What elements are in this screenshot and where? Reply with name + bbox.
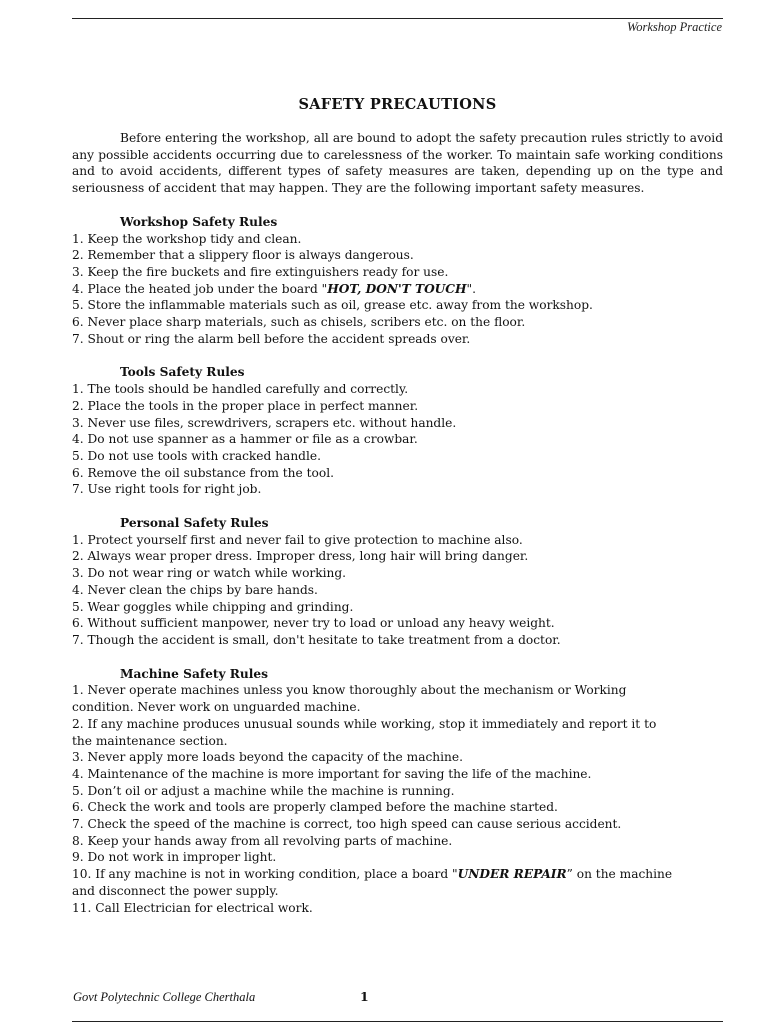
list-item: 6. Remove the oil substance from the tool. — [72, 465, 334, 480]
list-item: 4. Never clean the chips by bare hands. — [72, 582, 318, 597]
item-line — [72, 866, 723, 883]
tools-rules-list — [72, 381, 723, 498]
page-title: SAFETY PRECAUTIONS — [298, 96, 497, 113]
list-item: 6. Without sufficient manpower, never try to load or unload any heavy weight. — [72, 616, 555, 631]
list-item: 2. Remember that a slippery floor is always dangerous. — [72, 248, 414, 263]
list-item: 7. Check the speed of the machine is correct, too high speed can cause serious accident. — [72, 817, 622, 832]
item-text: 10. If any machine is not in working condition, place a board " — [72, 867, 458, 882]
list-item: 5. Wear goggles while chipping and grinding. — [72, 599, 354, 614]
item-line: the maintenance section. — [72, 733, 228, 748]
document-body — [72, 130, 723, 916]
footer-college-name: Govt Polytechnic College Cherthala — [73, 990, 256, 1004]
list-item: 6. Never place sharp materials, such as chisels, scribers etc. on the floor. — [72, 315, 526, 330]
list-item: 3. Never apply more loads beyond the capacity of the machine. — [72, 750, 463, 765]
intro-paragraph: Before entering the workshop, all are bound to adopt the safety precaution rules strictly to avoid any possible accidents occurring due to carelessness of the worker. To maintain safe working conditions and to avoid accidents, different types of safety measures are taken, depending up on the type and seriousness of accident that may happen. They are the following important safety measures. — [72, 131, 723, 196]
list-item: 7. Use right tools for right job. — [72, 482, 262, 497]
list-item: 2. Always wear proper dress. Improper dress, long hair will bring danger. — [72, 549, 529, 564]
list-item: 7. Though the accident is small, don't hesitate to take treatment from a doctor. — [72, 632, 561, 647]
list-item: 3. Keep the fire buckets and fire extinguishers ready for use. — [72, 264, 449, 279]
section-heading-machine: Machine Safety Rules — [120, 666, 269, 681]
list-item: 2. Place the tools in the proper place in perfect manner. — [72, 398, 419, 413]
personal-rules-list — [72, 532, 723, 649]
item-line: and disconnect the power supply. — [72, 883, 279, 898]
section-heading-workshop: Workshop Safety Rules — [120, 214, 278, 229]
list-item: 9. Do not work in improper light. — [72, 850, 277, 865]
list-item: 3. Never use files, screwdrivers, scrapers etc. without handle. — [72, 415, 457, 430]
list-item: 11. Call Electrician for electrical work. — [72, 900, 313, 915]
page-number: 1 — [360, 989, 369, 1004]
item-line: 2. If any machine produces unusual sounds while working, stop it immediately and report it to — [72, 716, 657, 731]
list-item: 6. Check the work and tools are properly clamped before the machine started. — [72, 800, 558, 815]
emphasized-sign-text: UNDER REPAIR — [457, 867, 567, 882]
list-item — [72, 866, 723, 899]
list-item — [72, 281, 723, 298]
section-heading-tools: Tools Safety Rules — [120, 365, 245, 380]
list-item: 5. Do not use tools with cracked handle. — [72, 448, 321, 463]
item-line: 1. Never operate machines unless you know thoroughly about the mechanism or Working — [72, 683, 627, 698]
section-heading-personal: Personal Safety Rules — [120, 516, 269, 531]
list-item — [72, 682, 723, 715]
list-item — [72, 716, 723, 749]
list-item: 4. Maintenance of the machine is more important for saving the life of the machine. — [72, 766, 592, 781]
item-line: condition. Never work on unguarded machine. — [72, 700, 361, 715]
machine-rules-list — [72, 682, 723, 916]
header-rule — [72, 18, 723, 19]
list-item: 4. Do not use spanner as a hammer or file as a crowbar. — [72, 432, 418, 447]
workshop-rules-list — [72, 231, 723, 348]
list-item: 8. Keep your hands away from all revolving parts of machine. — [72, 833, 453, 848]
footer-rule — [72, 1021, 723, 1022]
list-item: 5. Don’t oil or adjust a machine while the machine is running. — [72, 783, 455, 798]
list-item: 3. Do not wear ring or watch while working. — [72, 566, 347, 581]
list-item: 1. Keep the workshop tidy and clean. — [72, 231, 302, 246]
item-text: ". — [466, 281, 477, 296]
list-item: 1. The tools should be handled carefully and correctly. — [72, 382, 409, 397]
list-item: 7. Shout or ring the alarm bell before the accident spreads over. — [72, 331, 471, 346]
running-header: Workshop Practice — [626, 20, 722, 34]
item-text: 4. Place the heated job under the board " — [72, 281, 328, 296]
emphasized-sign-text: HOT, DON'T TOUCH — [327, 281, 467, 296]
item-text: ” on the machine — [566, 867, 673, 882]
list-item: 5. Store the inflammable materials such as oil, grease etc. away from the workshop. — [72, 298, 593, 313]
list-item: 1. Protect yourself first and never fail to give protection to machine also. — [72, 532, 523, 547]
